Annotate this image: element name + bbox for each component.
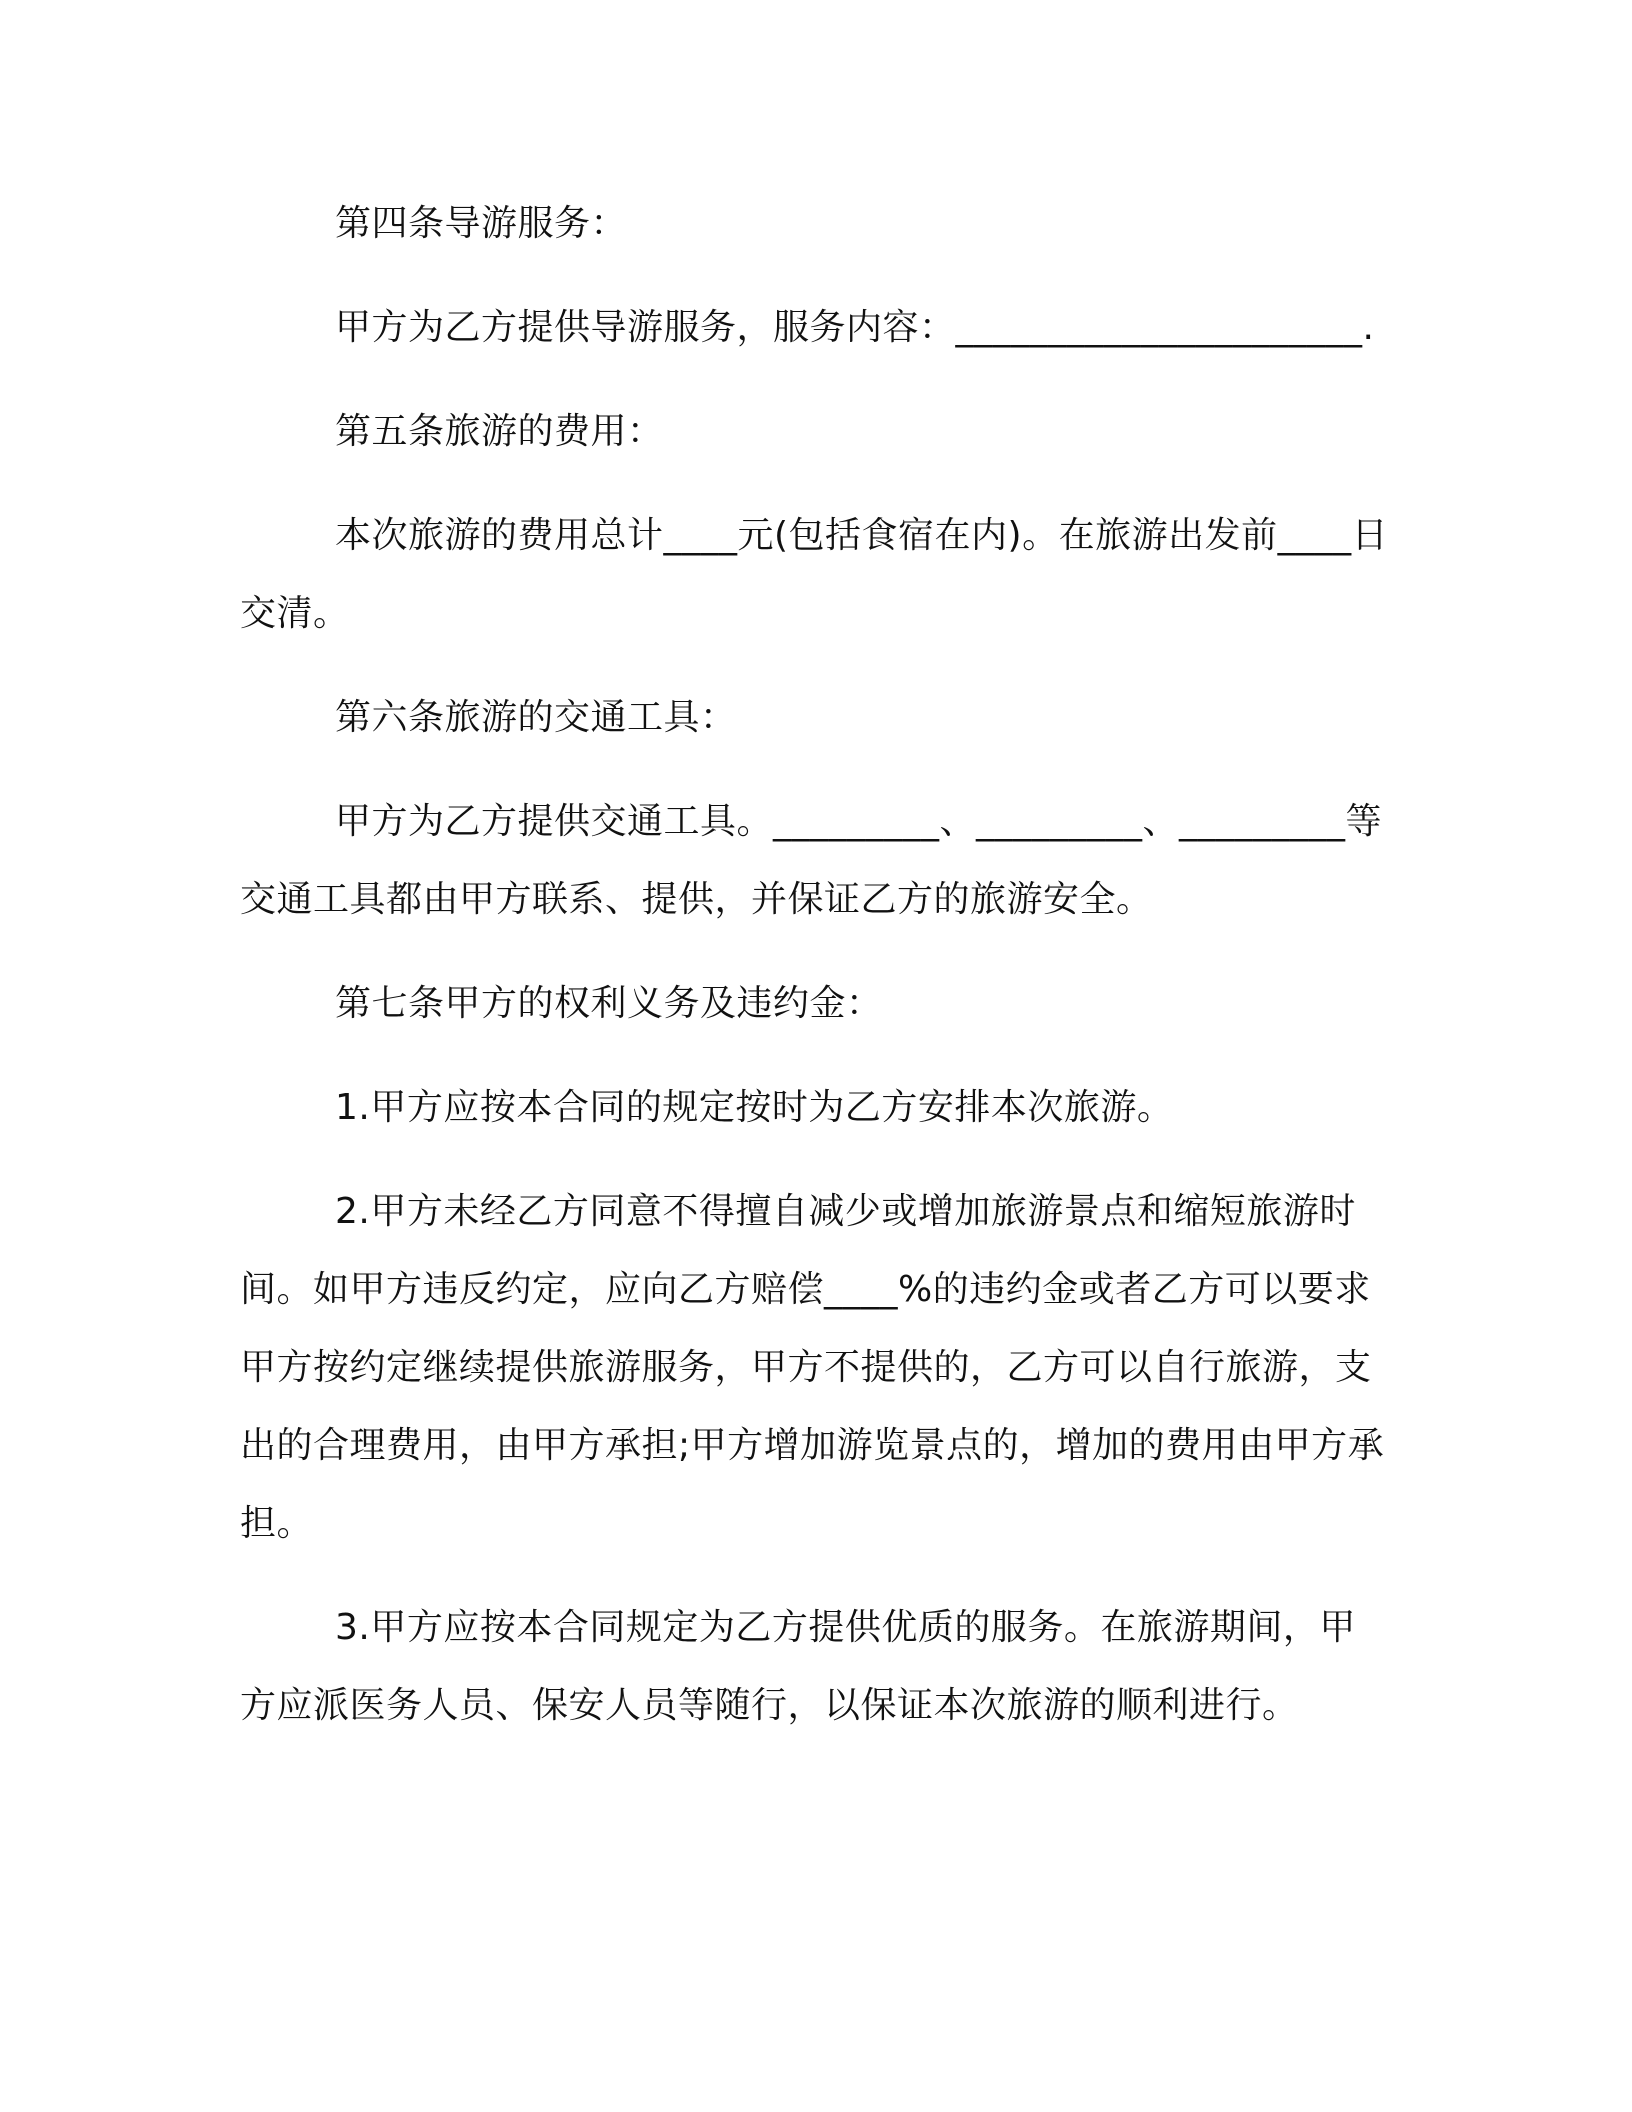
article-5-heading: 第五条旅游的费用： xyxy=(335,411,664,452)
article-7-heading: 第七条甲方的权利义务及违约金： xyxy=(335,983,883,1024)
article-4-heading: 第四条导游服务： xyxy=(335,203,628,244)
document-body xyxy=(240,185,1390,1771)
article-5-body: 本次旅游的费用总计____元(包括食宿在内)。在旅游出发前____日交清。 xyxy=(240,515,1389,634)
article-4-body: 甲方为乙方提供导游服务，服务内容：______________________. xyxy=(335,307,1375,348)
article-7-clause-1: 1.甲方应按本合同的规定按时为乙方安排本次旅游。 xyxy=(335,1087,1174,1128)
article-7-clause-2: 2.甲方未经乙方同意不得擅自减少或增加旅游景点和缩短旅游时间。如甲方违反约定，应向乙方赔偿____%的违约金或者乙方可以要求甲方按约定继续提供旅游服务，甲方不提供的，乙方可以自行旅游，支出的合理费用，由甲方承担;甲方增加游览景点的，增加的费用由甲方承担。 xyxy=(240,1191,1385,1544)
article-7-clause-3: 3.甲方应按本合同规定为乙方提供优质的服务。在旅游期间，甲方应派医务人员、保安人员等随行，以保证本次旅游的顺利进行。 xyxy=(240,1607,1356,1726)
article-6-heading: 第六条旅游的交通工具： xyxy=(335,697,737,738)
article-6-body: 甲方为乙方提供交通工具。_________、_________、_________等交通工具都由甲方联系、提供，并保证乙方的旅游安全。 xyxy=(240,801,1383,920)
